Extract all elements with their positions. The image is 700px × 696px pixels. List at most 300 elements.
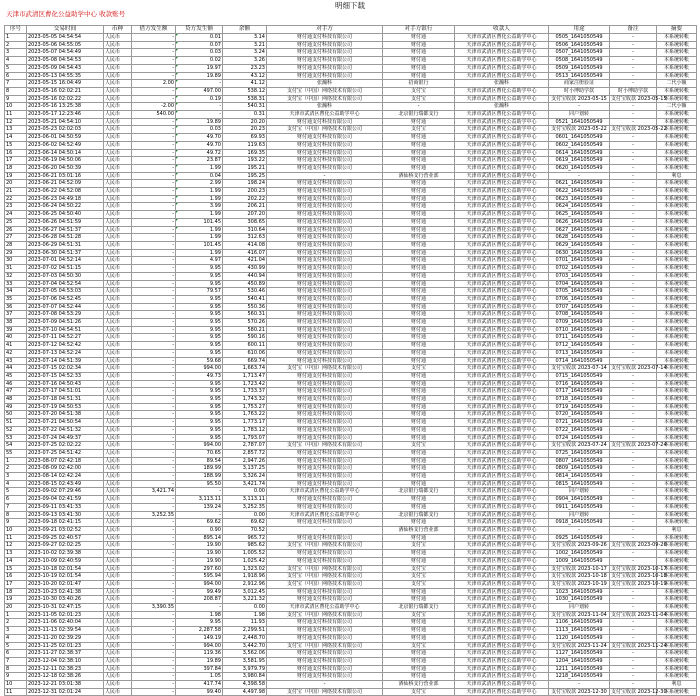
cell-index[interactable]: 40 bbox=[5, 334, 27, 342]
cell-currency[interactable]: 人民币 bbox=[104, 419, 132, 427]
cell-index[interactable]: 3 bbox=[5, 49, 27, 57]
cell-counterparty-bank[interactable]: 财付通 bbox=[383, 211, 455, 219]
cell-counterparty-bank[interactable]: 支付宝 bbox=[383, 688, 455, 696]
cell-remark[interactable]: - bbox=[610, 41, 657, 49]
cell-currency[interactable]: 人民币 bbox=[104, 380, 132, 388]
cell-balance[interactable]: 4,497.98 bbox=[223, 688, 267, 696]
cell-purpose[interactable]: 0509_1641050549 bbox=[549, 64, 610, 72]
cell-debit[interactable]: - bbox=[132, 141, 176, 149]
cell-purpose[interactable]: 0601_1641050549 bbox=[549, 134, 610, 142]
cell-counterparty[interactable]: 财付通支付科技有限公司 bbox=[267, 319, 383, 327]
cell-balance[interactable]: 119.63 bbox=[223, 141, 267, 149]
cell-summary[interactable]: 本系统转帐 bbox=[657, 457, 697, 465]
cell-summary[interactable]: 本系统转帐 bbox=[657, 557, 697, 565]
cell-summary[interactable]: 本系统转帐 bbox=[657, 611, 697, 619]
cell-index[interactable]: 19 bbox=[5, 172, 27, 180]
cell-counterparty-bank[interactable]: 财付通 bbox=[383, 149, 455, 157]
cell-debit[interactable]: - bbox=[132, 342, 176, 350]
cell-balance[interactable]: 310.64 bbox=[223, 226, 267, 234]
cell-purpose[interactable]: 0506_1641050549 bbox=[549, 41, 610, 49]
cell-time[interactable]: 2023-12-11 02:38:23 bbox=[27, 665, 104, 673]
cell-credit[interactable]: 99.40 bbox=[176, 688, 223, 696]
cell-summary[interactable]: 本系统转帐 bbox=[657, 534, 697, 542]
cell-credit[interactable]: - bbox=[176, 604, 223, 612]
cell-remark[interactable]: - bbox=[610, 311, 657, 319]
cell-index[interactable]: 10 bbox=[5, 681, 27, 689]
cell-summary[interactable]: 本系统转帐 bbox=[657, 580, 697, 588]
cell-time[interactable]: 2023-06-23 04:49:18 bbox=[27, 195, 104, 203]
cell-purpose[interactable]: 1009_1641050549 bbox=[549, 557, 610, 565]
cell-currency[interactable]: 人民币 bbox=[104, 503, 132, 511]
cell-balance[interactable]: 41.12 bbox=[223, 80, 267, 88]
cell-counterparty-bank[interactable]: 财付通 bbox=[383, 534, 455, 542]
cell-time[interactable]: 2023-06-27 04:51:37 bbox=[27, 226, 104, 234]
cell-remark[interactable]: - bbox=[610, 188, 657, 196]
cell-purpose[interactable]: 0925_1641050549 bbox=[549, 534, 610, 542]
cell-counterparty-bank[interactable]: 支付宝 bbox=[383, 87, 455, 95]
cell-time[interactable]: 2023-09-11 03:41:33 bbox=[27, 503, 104, 511]
cell-payee[interactable]: 天津市武清区曹化公益助学中心 bbox=[455, 380, 549, 388]
cell-counterparty[interactable]: 支付宝（中国）网络技术有限公司 bbox=[267, 642, 383, 650]
cell-index[interactable]: 17 bbox=[5, 157, 27, 165]
cell-index[interactable]: 9 bbox=[5, 519, 27, 527]
cell-summary[interactable]: 本系统转帐 bbox=[657, 403, 697, 411]
cell-counterparty-bank[interactable]: 财付通 bbox=[383, 357, 455, 365]
cell-counterparty[interactable]: 财付通支付科技有限公司 bbox=[267, 557, 383, 565]
cell-debit[interactable]: - bbox=[132, 326, 176, 334]
cell-debit[interactable]: - bbox=[132, 180, 176, 188]
cell-credit[interactable]: 9.95 bbox=[176, 326, 223, 334]
cell-time[interactable]: 2023-11-27 02:38:37 bbox=[27, 650, 104, 658]
cell-remark[interactable]: 支付宝收款 2023-07-24 bbox=[611, 442, 667, 449]
cell-time[interactable]: 2023-10-30 03:40:26 bbox=[27, 596, 104, 604]
cell-counterparty-bank[interactable]: 财付通 bbox=[383, 473, 455, 481]
cell-counterparty[interactable]: 财付通支付科技有限公司 bbox=[267, 465, 383, 473]
cell-counterparty[interactable]: 财付通支付科技有限公司 bbox=[267, 673, 383, 681]
cell-remark[interactable]: - bbox=[610, 57, 657, 65]
cell-counterparty[interactable]: 财付通支付科技有限公司 bbox=[267, 372, 383, 380]
cell-summary[interactable]: 本系统转帐 bbox=[657, 503, 697, 511]
cell-time[interactable]: 2023-08-15 02:43:49 bbox=[27, 480, 104, 488]
cell-balance[interactable]: 985.62 bbox=[223, 542, 267, 550]
cell-counterparty[interactable]: 天津市武清区曹化公益助学中心 bbox=[267, 604, 383, 612]
cell-debit[interactable]: - bbox=[132, 419, 176, 427]
cell-counterparty[interactable]: 财付通支付科技有限公司 bbox=[267, 72, 383, 80]
cell-debit[interactable]: - bbox=[132, 241, 176, 249]
cell-counterparty-bank[interactable]: 财付通 bbox=[383, 280, 455, 288]
cell-balance[interactable]: 580.21 bbox=[223, 326, 267, 334]
cell-remark[interactable]: - bbox=[610, 596, 657, 604]
cell-counterparty[interactable]: 财付通支付科技有限公司 bbox=[267, 157, 383, 165]
cell-counterparty-bank[interactable]: 财付通 bbox=[383, 673, 455, 681]
cell-remark[interactable]: 支付宝收款 2023-10-19 bbox=[611, 580, 667, 587]
cell-remark[interactable]: 支付宝收款 2023-07-14 bbox=[611, 365, 667, 372]
cell-purpose[interactable]: 支付宝收款 2023-12-30 bbox=[549, 688, 610, 696]
cell-payee[interactable]: 天津市武清区曹化公益助学中心 bbox=[455, 580, 549, 588]
cell-summary[interactable]: 本系统转帐 bbox=[657, 673, 697, 681]
cell-counterparty-bank[interactable]: 财付通 bbox=[383, 388, 455, 396]
cell-time[interactable]: 2023-11-06 02:40:04 bbox=[27, 619, 104, 627]
cell-balance[interactable]: 2,947.26 bbox=[223, 457, 267, 465]
cell-payee[interactable]: 天津市武清区曹化公益助学中心 bbox=[455, 657, 549, 665]
cell-debit[interactable]: - bbox=[132, 442, 176, 450]
cell-counterparty[interactable]: 财付通支付科技有限公司 bbox=[267, 218, 383, 226]
cell-counterparty-bank[interactable]: 财付通 bbox=[383, 72, 455, 80]
cell-credit[interactable]: 9.95 bbox=[176, 419, 223, 427]
cell-currency[interactable]: 人民币 bbox=[104, 226, 132, 234]
cell-payee[interactable]: 天津市武清区曹化公益助学中心 bbox=[455, 141, 549, 149]
cell-balance[interactable]: 207.20 bbox=[223, 211, 267, 219]
cell-summary[interactable]: 本系统转帐 bbox=[657, 272, 697, 280]
cell-credit[interactable]: 9.95 bbox=[176, 265, 223, 273]
cell-purpose[interactable]: 1218_1641050549 bbox=[549, 673, 610, 681]
cell-remark[interactable]: - bbox=[610, 527, 657, 535]
cell-payee[interactable]: 天津市武清区曹化公益助学中心 bbox=[455, 503, 549, 511]
cell-debit[interactable]: - bbox=[132, 527, 176, 535]
cell-purpose[interactable]: 同户划转 bbox=[549, 111, 610, 119]
cell-purpose[interactable]: 0918_1641050549 bbox=[549, 519, 610, 527]
cell-purpose[interactable]: 支付宝收款 2023-05-22 bbox=[549, 126, 610, 134]
cell-debit[interactable]: - bbox=[132, 188, 176, 196]
cell-purpose[interactable]: 0701_1641050549 bbox=[549, 257, 610, 265]
cell-time[interactable]: 2023-07-07 04:52:44 bbox=[27, 303, 104, 311]
cell-currency[interactable]: 人民币 bbox=[104, 141, 132, 149]
cell-counterparty-bank[interactable]: 酒仙桥支行营业部 bbox=[383, 172, 455, 180]
cell-summary[interactable]: 本系统转帐 bbox=[657, 396, 697, 404]
cell-purpose[interactable]: - bbox=[549, 103, 610, 111]
cell-counterparty-bank[interactable]: 北京银行瑞都支行 bbox=[383, 604, 455, 612]
header-summary[interactable]: 摘要 bbox=[657, 26, 697, 34]
cell-time[interactable]: 2023-07-25 02:02:22 bbox=[27, 442, 104, 450]
cell-debit[interactable]: 3,421.74 bbox=[132, 488, 176, 496]
header-credit[interactable]: 贷方发生额 bbox=[176, 26, 223, 34]
cell-credit[interactable]: 119.36 bbox=[176, 650, 223, 658]
cell-balance[interactable]: 312.63 bbox=[223, 234, 267, 242]
cell-time[interactable]: 2023-05-05 04:54:54 bbox=[27, 34, 104, 42]
cell-currency[interactable]: 人民币 bbox=[104, 688, 132, 696]
cell-counterparty[interactable]: 财付通支付科技有限公司 bbox=[267, 550, 383, 558]
cell-payee[interactable]: 天津市武清区曹化公益助学中心 bbox=[455, 272, 549, 280]
cell-balance[interactable]: 195.25 bbox=[223, 172, 267, 180]
cell-credit[interactable]: 9.95 bbox=[176, 280, 223, 288]
cell-counterparty-bank[interactable]: 财付通 bbox=[383, 141, 455, 149]
cell-debit[interactable]: - bbox=[132, 234, 176, 242]
cell-balance[interactable]: 4,398.58 bbox=[223, 681, 267, 689]
cell-counterparty-bank[interactable]: 财付通 bbox=[383, 134, 455, 142]
cell-counterparty-bank[interactable]: 财付通 bbox=[383, 218, 455, 226]
cell-time[interactable]: 2023-06-24 04:50:22 bbox=[27, 203, 104, 211]
cell-remark[interactable]: - bbox=[610, 681, 657, 689]
cell-credit[interactable]: 0.19 bbox=[176, 95, 223, 103]
cell-remark[interactable]: - bbox=[610, 434, 657, 442]
cell-summary[interactable]: 本系统转帐 bbox=[657, 473, 697, 481]
cell-balance[interactable]: 2,857.72 bbox=[223, 449, 267, 457]
cell-remark[interactable]: 支付宝收款 2023-10-17 bbox=[611, 565, 667, 572]
cell-credit[interactable]: 0.02 bbox=[176, 57, 223, 65]
cell-remark[interactable]: 时小博助学款 bbox=[610, 87, 657, 95]
cell-summary[interactable]: 本系统转帐 bbox=[657, 295, 697, 303]
cell-balance[interactable]: 1,773.17 bbox=[223, 419, 267, 427]
cell-remark[interactable]: - bbox=[610, 372, 657, 380]
cell-remark[interactable]: - bbox=[610, 665, 657, 673]
cell-summary[interactable]: 本系统转帐 bbox=[657, 657, 697, 665]
cell-counterparty-bank[interactable]: 财付通 bbox=[383, 241, 455, 249]
cell-balance[interactable]: 3,980.84 bbox=[223, 673, 267, 681]
cell-credit[interactable]: 0.01 bbox=[176, 34, 223, 42]
cell-purpose[interactable]: 0621_1641050549 bbox=[549, 180, 610, 188]
cell-currency[interactable]: 人民币 bbox=[104, 565, 132, 573]
cell-time[interactable]: 2023-12-18 02:38:26 bbox=[27, 673, 104, 681]
cell-currency[interactable]: 人民币 bbox=[104, 650, 132, 658]
cell-summary[interactable]: 本系统转帐 bbox=[657, 596, 697, 604]
cell-balance[interactable]: 198.24 bbox=[223, 180, 267, 188]
cell-currency[interactable]: 人民币 bbox=[104, 149, 132, 157]
cell-currency[interactable]: 人民币 bbox=[104, 642, 132, 650]
cell-credit[interactable]: 994.00 bbox=[176, 442, 223, 450]
cell-summary[interactable]: 本系统转帐 bbox=[657, 180, 697, 188]
cell-counterparty-bank[interactable]: 酒仙桥支行营业部 bbox=[383, 527, 455, 535]
cell-counterparty-bank[interactable]: 财付通 bbox=[383, 265, 455, 273]
cell-remark[interactable]: - bbox=[610, 265, 657, 273]
cell-balance[interactable]: 450.89 bbox=[223, 280, 267, 288]
cell-purpose[interactable]: 0507_1641050549 bbox=[549, 49, 610, 57]
cell-time[interactable]: 2023-10-19 02:01:54 bbox=[27, 573, 104, 581]
cell-remark[interactable]: - bbox=[610, 480, 657, 488]
cell-remark[interactable]: - bbox=[610, 334, 657, 342]
cell-remark[interactable]: - bbox=[610, 342, 657, 350]
cell-time[interactable]: 2023-10-31 02:47:15 bbox=[27, 604, 104, 612]
cell-debit[interactable]: - bbox=[132, 480, 176, 488]
cell-credit[interactable]: 101.45 bbox=[176, 241, 223, 249]
cell-payee[interactable]: 天津市武清区曹化公益助学中心 bbox=[455, 573, 549, 581]
cell-purpose[interactable]: 同户划转 bbox=[549, 604, 610, 612]
cell-balance[interactable]: 414.08 bbox=[223, 241, 267, 249]
cell-payee[interactable]: 天津市武清区曹化公益助学中心 bbox=[455, 334, 549, 342]
cell-counterparty[interactable]: 财付通支付科技有限公司 bbox=[267, 326, 383, 334]
cell-debit[interactable]: - bbox=[132, 588, 176, 596]
cell-currency[interactable]: 人民币 bbox=[104, 218, 132, 226]
cell-counterparty-bank[interactable]: 财付通 bbox=[383, 303, 455, 311]
cell-balance[interactable]: 2,448.70 bbox=[223, 634, 267, 642]
cell-counterparty[interactable]: 支付宝（中国）网络技术有限公司 bbox=[267, 611, 383, 619]
cell-index[interactable]: 20 bbox=[5, 604, 27, 612]
cell-currency[interactable]: 人民币 bbox=[104, 449, 132, 457]
cell-index[interactable]: 12 bbox=[5, 542, 27, 550]
cell-index[interactable]: 20 bbox=[5, 180, 27, 188]
cell-credit[interactable]: 49.70 bbox=[176, 134, 223, 142]
cell-credit[interactable]: 0.04 bbox=[176, 172, 223, 180]
cell-time[interactable]: 2023-07-02 04:51:15 bbox=[27, 265, 104, 273]
cell-balance[interactable]: 1,663.74 bbox=[223, 365, 267, 373]
cell-remark[interactable]: - bbox=[610, 103, 657, 111]
cell-time[interactable]: 2023-05-08 04:54:53 bbox=[27, 57, 104, 65]
cell-balance[interactable]: 193.22 bbox=[223, 157, 267, 165]
cell-currency[interactable]: 人民币 bbox=[104, 457, 132, 465]
cell-debit[interactable]: - bbox=[132, 357, 176, 365]
cell-credit[interactable]: 70.65 bbox=[176, 449, 223, 457]
cell-currency[interactable]: 人民币 bbox=[104, 388, 132, 396]
cell-payee[interactable]: 天津市武清区曹化公益助学中心 bbox=[455, 118, 549, 126]
cell-currency[interactable]: 人民币 bbox=[104, 72, 132, 80]
cell-time[interactable]: 2023-07-09 04:51:26 bbox=[27, 319, 104, 327]
cell-summary[interactable]: 本系统转帐 bbox=[657, 57, 697, 65]
cell-index[interactable]: 10 bbox=[5, 527, 27, 535]
cell-currency[interactable]: 人民币 bbox=[104, 211, 132, 219]
cell-debit[interactable]: - bbox=[132, 303, 176, 311]
cell-purpose[interactable]: 1120_1641050549 bbox=[549, 634, 610, 642]
cell-purpose[interactable]: 0809_1641050549 bbox=[549, 465, 610, 473]
cell-remark[interactable]: 支付宝收款 2023-11-24 bbox=[611, 642, 667, 649]
cell-summary[interactable]: 本系统转帐 bbox=[657, 349, 697, 357]
cell-index[interactable]: 12 bbox=[5, 118, 27, 126]
cell-remark[interactable]: - bbox=[610, 172, 657, 180]
cell-index[interactable]: 19 bbox=[5, 596, 27, 604]
cell-counterparty[interactable]: 支付宝（中国）网络技术有限公司 bbox=[267, 87, 383, 95]
cell-purpose[interactable]: 0718_1641050549 bbox=[549, 396, 610, 404]
cell-counterparty-bank[interactable]: 财付通 bbox=[383, 118, 455, 126]
cell-payee[interactable]: 天津市武清区曹化公益助学中心 bbox=[455, 534, 549, 542]
cell-credit[interactable]: - bbox=[176, 111, 223, 119]
cell-debit[interactable]: - bbox=[132, 681, 176, 689]
cell-summary[interactable]: 本系统转帐 bbox=[657, 480, 697, 488]
cell-currency[interactable]: 人民币 bbox=[104, 511, 132, 519]
cell-payee[interactable]: 天津市武清区曹化公益助学中心 bbox=[455, 288, 549, 296]
cell-remark[interactable]: - bbox=[610, 34, 657, 42]
cell-remark[interactable]: - bbox=[610, 111, 657, 119]
cell-summary[interactable]: 本系统转帐 bbox=[657, 257, 697, 265]
cell-balance[interactable]: 169.35 bbox=[223, 149, 267, 157]
cell-credit[interactable]: 79.57 bbox=[176, 288, 223, 296]
cell-debit[interactable]: - bbox=[132, 226, 176, 234]
cell-payee[interactable]: 天津市武清区曹化公益助学中心 bbox=[455, 357, 549, 365]
cell-summary[interactable]: 本系统转帐 bbox=[657, 388, 697, 396]
cell-balance[interactable]: 0.00 bbox=[223, 604, 267, 612]
cell-debit[interactable]: - bbox=[132, 64, 176, 72]
cell-summary[interactable]: 本系统转帐 bbox=[657, 380, 697, 388]
cell-counterparty[interactable]: 财付通支付科技有限公司 bbox=[267, 49, 383, 57]
cell-balance[interactable]: 3.24 bbox=[223, 49, 267, 57]
cell-payee[interactable]: 天津市武清区曹化公益助学中心 bbox=[455, 627, 549, 635]
cell-counterparty-bank[interactable]: 财付通 bbox=[383, 380, 455, 388]
cell-counterparty[interactable]: 财付通支付科技有限公司 bbox=[267, 503, 383, 511]
cell-credit[interactable]: 2.99 bbox=[176, 180, 223, 188]
cell-payee[interactable]: 天津市武清区曹化公益助学中心 bbox=[455, 295, 549, 303]
cell-summary[interactable]: 本系统转帐 bbox=[657, 372, 697, 380]
cell-counterparty[interactable]: 财付通支付科技有限公司 bbox=[267, 303, 383, 311]
cell-summary[interactable]: 本系统转帐 bbox=[657, 419, 697, 427]
cell-index[interactable]: 16 bbox=[5, 149, 27, 157]
cell-time[interactable]: 2023-09-13 03:41:30 bbox=[27, 511, 104, 519]
cell-counterparty[interactable]: 财付通支付科技有限公司 bbox=[267, 64, 383, 72]
cell-counterparty-bank[interactable]: 酒仙桥支行营业部 bbox=[383, 681, 455, 689]
cell-purpose[interactable]: 1002_1641050549 bbox=[549, 550, 610, 558]
cell-currency[interactable]: 人民币 bbox=[104, 657, 132, 665]
cell-currency[interactable]: 人民币 bbox=[104, 303, 132, 311]
cell-purpose[interactable]: 0624_1641050549 bbox=[549, 203, 610, 211]
cell-time[interactable]: 2023-05-16 02:02:22 bbox=[27, 95, 104, 103]
cell-summary[interactable]: 本系统转帐 bbox=[657, 126, 697, 134]
cell-currency[interactable]: 人民币 bbox=[104, 396, 132, 404]
cell-time[interactable]: 2023-06-29 04:51:31 bbox=[27, 241, 104, 249]
cell-time[interactable]: 2023-07-15 02:02:34 bbox=[27, 365, 104, 373]
cell-counterparty-bank[interactable]: 财付通 bbox=[383, 657, 455, 665]
cell-index[interactable]: 26 bbox=[5, 226, 27, 234]
cell-balance[interactable]: 3,421.74 bbox=[223, 480, 267, 488]
cell-payee[interactable]: 天津市武清区曹化公益助学中心 bbox=[455, 349, 549, 357]
cell-payee[interactable]: 张瀚科 bbox=[455, 103, 549, 111]
cell-balance[interactable]: 20.20 bbox=[223, 118, 267, 126]
cell-remark[interactable]: - bbox=[610, 195, 657, 203]
cell-credit[interactable]: 1.99 bbox=[176, 249, 223, 257]
cell-payee[interactable]: 天津市武清区曹化公益助学中心 bbox=[455, 111, 549, 119]
cell-counterparty[interactable]: 财付通支付科技有限公司 bbox=[267, 519, 383, 527]
cell-counterparty-bank[interactable]: 招商银行 bbox=[383, 80, 455, 88]
cell-counterparty-bank[interactable]: 财付通 bbox=[383, 596, 455, 604]
cell-credit[interactable]: 19.89 bbox=[176, 657, 223, 665]
cell-summary[interactable]: 本系统转帐 bbox=[657, 496, 697, 504]
cell-payee[interactable]: 天津市武清区曹化公益助学中心 bbox=[455, 319, 549, 327]
cell-debit[interactable]: - bbox=[132, 550, 176, 558]
cell-debit[interactable]: - bbox=[132, 596, 176, 604]
cell-counterparty[interactable]: 财付通支付科技有限公司 bbox=[267, 380, 383, 388]
cell-credit[interactable]: 23.87 bbox=[176, 157, 223, 165]
cell-payee[interactable]: 天津市武清区曹化公益助学中心 bbox=[455, 280, 549, 288]
cell-payee[interactable]: 天津市武清区曹化公益助学中心 bbox=[455, 249, 549, 257]
cell-purpose[interactable]: 0710_1641050549 bbox=[549, 326, 610, 334]
cell-index[interactable]: 34 bbox=[5, 288, 27, 296]
cell-counterparty[interactable]: - bbox=[267, 172, 383, 180]
cell-balance[interactable]: 590.16 bbox=[223, 334, 267, 342]
cell-debit[interactable]: - bbox=[132, 503, 176, 511]
cell-time[interactable]: 2023-06-01 04:50:59 bbox=[27, 134, 104, 142]
cell-debit[interactable]: - bbox=[132, 265, 176, 273]
cell-currency[interactable]: 人民币 bbox=[104, 49, 132, 57]
cell-balance[interactable]: 1,723.42 bbox=[223, 380, 267, 388]
cell-counterparty[interactable]: 财付通支付科技有限公司 bbox=[267, 634, 383, 642]
cell-index[interactable]: 18 bbox=[5, 588, 27, 596]
cell-credit[interactable]: 19.89 bbox=[176, 72, 223, 80]
cell-counterparty[interactable]: 财付通支付科技有限公司 bbox=[267, 434, 383, 442]
cell-purpose[interactable]: 0702_1641050549 bbox=[549, 265, 610, 273]
cell-credit[interactable]: 994.00 bbox=[176, 365, 223, 373]
cell-remark[interactable]: - bbox=[610, 473, 657, 481]
cell-debit[interactable]: - bbox=[132, 288, 176, 296]
cell-balance[interactable]: 1,763.22 bbox=[223, 411, 267, 419]
cell-summary[interactable]: 本系统转帐 bbox=[657, 634, 697, 642]
cell-credit[interactable]: 9.95 bbox=[176, 334, 223, 342]
cell-summary[interactable]: 本系统转帐 bbox=[657, 203, 697, 211]
cell-purpose[interactable]: 0725_1641050549 bbox=[549, 449, 610, 457]
cell-purpose[interactable]: 1211_1641050549 bbox=[549, 665, 610, 673]
cell-index[interactable]: 8 bbox=[5, 511, 27, 519]
cell-index[interactable]: 28 bbox=[5, 241, 27, 249]
cell-balance[interactable]: 3,252.35 bbox=[223, 503, 267, 511]
cell-debit[interactable]: - bbox=[132, 87, 176, 95]
cell-balance[interactable]: 202.22 bbox=[223, 195, 267, 203]
cell-summary[interactable]: 本系统转帐 bbox=[657, 365, 697, 373]
cell-balance[interactable]: 570.26 bbox=[223, 319, 267, 327]
cell-currency[interactable]: 人民币 bbox=[104, 665, 132, 673]
cell-index[interactable]: 35 bbox=[5, 295, 27, 303]
cell-counterparty[interactable]: 财付通支付科技有限公司 bbox=[267, 311, 383, 319]
cell-counterparty-bank[interactable]: 财付通 bbox=[383, 403, 455, 411]
cell-counterparty-bank[interactable]: 财付通 bbox=[383, 272, 455, 280]
cell-remark[interactable]: - bbox=[610, 588, 657, 596]
cell-purpose[interactable]: 同户划转 bbox=[549, 488, 610, 496]
cell-purpose[interactable]: 支付宝收款 2023-10-18 bbox=[549, 573, 610, 581]
cell-index[interactable]: 15 bbox=[5, 141, 27, 149]
cell-debit[interactable]: - bbox=[132, 195, 176, 203]
